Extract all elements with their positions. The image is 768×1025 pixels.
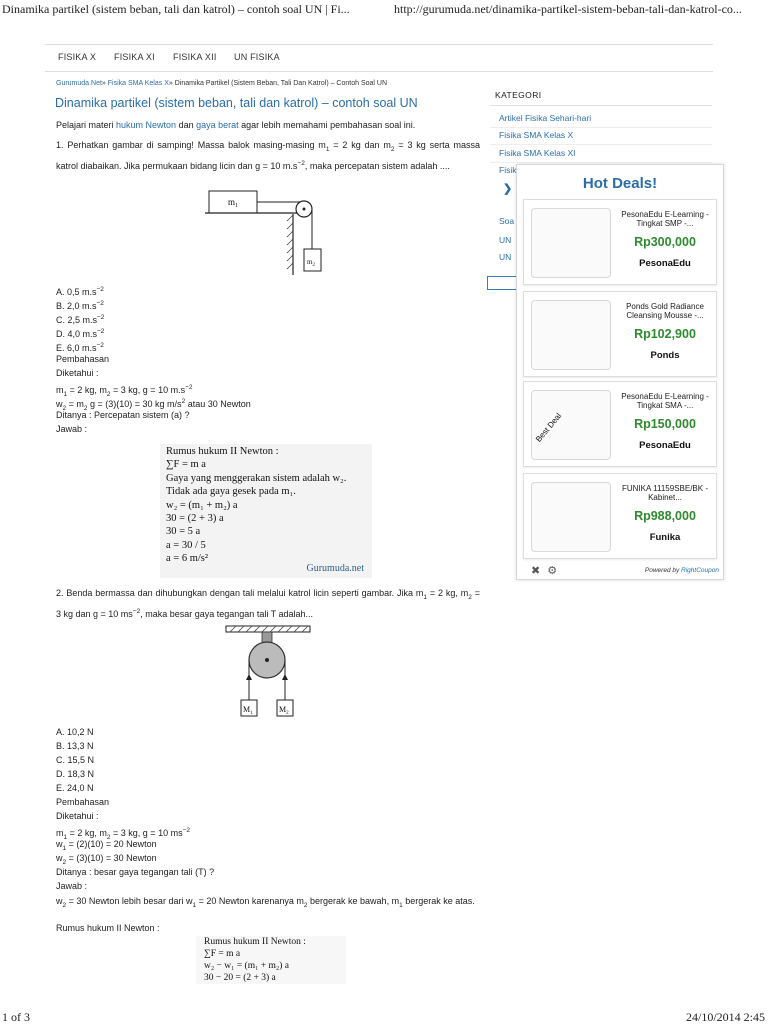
figure-label-m1: $m_1$: [228, 197, 239, 209]
formula-line: Rumus hukum II Newton :: [204, 937, 306, 947]
formula-image-1: [160, 444, 372, 578]
powered-by-text: Powered by: [644, 567, 682, 574]
intro-text: [56, 120, 415, 131]
superscript: −2: [132, 607, 141, 615]
intro-text-c: agar lebih memahami pembahasan soal ini.: [238, 120, 416, 130]
deal-item[interactable]: [523, 381, 717, 467]
powered-by-brand[interactable]: RightCoupon: [681, 567, 719, 574]
q2-pembahasan: Pembahasan: [56, 797, 110, 807]
deal-item[interactable]: [523, 199, 717, 285]
deal-price: Rp988,000: [634, 509, 696, 523]
category-partial[interactable]: Fisik: [499, 165, 517, 175]
formula-credit: Gurumuda.net: [306, 563, 364, 574]
pulley-axle: [303, 208, 306, 211]
product-image[interactable]: [531, 390, 611, 460]
q1-option-b: B. 2,0 $m.s^{-2}$: [56, 300, 104, 311]
deal-price: Rp300,000: [634, 235, 696, 249]
breadcrumb-separator: »: [101, 80, 106, 87]
q2-known-w2: $w_2 = (3)(10) = 30$ Newton: [56, 853, 157, 866]
deal-name[interactable]: Ponds Gold Radiance Cleansing Mousse -...: [626, 302, 704, 320]
q1-text: = 2 kg dan m: [329, 140, 391, 150]
deal-item[interactable]: [523, 291, 717, 377]
deal-price: Rp102,900: [634, 327, 696, 341]
q1-option-d: D. 4,0 $m.s^{-2}$: [56, 328, 105, 339]
deal-store: Ponds: [650, 350, 680, 361]
deal-name[interactable]: PesonaEdu E-Learning - Tingkat SMA -...: [621, 392, 709, 410]
q1-ditanya: Ditanya : Percepatan sistem (a) ?: [56, 410, 190, 420]
category-partial[interactable]: UN: [499, 252, 512, 262]
q1-pembahasan: Pembahasan: [56, 354, 110, 364]
q2-option-c: C. 15,5 N: [56, 755, 95, 765]
superscript: −2: [297, 159, 305, 167]
deal-store: PesonaEdu: [639, 440, 691, 451]
best-deal-ribbon: Best Deal: [534, 411, 564, 444]
formula-line: ∑F = m a: [204, 949, 241, 959]
breadcrumb-category[interactable]: Fisika SMA Kelas X: [107, 80, 169, 87]
deal-store: PesonaEdu: [639, 258, 691, 269]
nav-un-fisika[interactable]: UN FISIKA: [234, 52, 280, 62]
question-1-text: [56, 138, 480, 173]
category-partial[interactable]: UN: [499, 235, 512, 245]
deal-name[interactable]: PesonaEdu E-Learning - Tingkat SMP -...: [621, 210, 709, 228]
print-footer-page: 1 of 3: [2, 1010, 30, 1024]
q1-option-c: C. 2,5 $m.s^{-2}$: [56, 314, 105, 325]
breadcrumb-separator: »: [168, 80, 173, 87]
nav-fisika-xi[interactable]: FISIKA XI: [114, 52, 155, 62]
formula-line: ∑F = m a: [166, 459, 206, 471]
divider: [490, 127, 712, 128]
table-hatching: [287, 215, 293, 269]
formula-line: 30 = (2 + 3) a: [166, 513, 224, 525]
formula-line: Rumus hukum II Newton :: [166, 446, 279, 457]
chevron-right-icon[interactable]: ❯: [503, 183, 513, 195]
product-image[interactable]: [531, 300, 611, 370]
divider: [490, 105, 712, 106]
subscript: 1: [423, 593, 428, 601]
category-partial[interactable]: Soa: [499, 216, 515, 226]
formula-line: 30 − 20 = (2 + 3) a: [204, 973, 276, 983]
deals-tools[interactable]: ✖ ⚙: [531, 565, 560, 577]
q1-text: 1. Perhatkan gambar di samping! Massa balok masing-masing m: [56, 140, 326, 150]
subscript: 2: [468, 593, 472, 601]
breadcrumb-current: Dinamika Partikel (Sistem Beban, Tali Dan Katrol) – Contoh Soal UN: [174, 80, 388, 87]
link-gaya-berat[interactable]: gaya berat: [196, 120, 239, 130]
breadcrumb-home[interactable]: Gurumuda.Net: [56, 80, 102, 87]
divider: [490, 162, 712, 163]
formula-line: a = 6 m/s²: [166, 553, 209, 565]
breadcrumb: [56, 80, 387, 87]
figure-label-M1: $M_1$: [243, 705, 253, 716]
subscript: 1: [325, 145, 330, 153]
q2-rumus: Rumus hukum II Newton :: [56, 923, 160, 933]
category-fisika-sma-x[interactable]: Fisika SMA Kelas X: [499, 130, 574, 140]
print-header-title: Dinamika partikel (sistem beban, tali dan katrol) – contoh soal UN | Fi...: [2, 2, 350, 16]
deal-store: Funika: [649, 532, 681, 543]
q1-text: , maka percepatan sistem adalah ....: [304, 160, 450, 171]
formula-line: Gaya yang menggerakan sistem adalah w₂.: [166, 472, 347, 484]
deal-price: Rp150,000: [634, 417, 696, 431]
deal-item[interactable]: [523, 473, 717, 559]
search-box-partial[interactable]: [487, 276, 517, 290]
q1-text: = 3 kg serta massa katrol diabaikan. Jika permukaan bidang licin dan g = 10 m.s: [56, 140, 480, 171]
q2-jawab: Jawab :: [56, 881, 88, 891]
q1-option-a: A. 0,5 $m.s^{-2}$: [56, 286, 104, 297]
tension-arrow-left: [246, 674, 252, 680]
q2-text: = 2 kg, m: [427, 588, 469, 598]
print-header-url: http://gurumuda.net/dinamika-partikel-sistem-beban-tali-dan-katrol-co...: [394, 2, 742, 16]
q2-ditanya: Ditanya : besar gaya tegangan tali (T) ?: [56, 867, 215, 877]
q2-text: = 3 kg dan g = 10 ms: [56, 588, 480, 619]
formula-image-2: [196, 936, 346, 984]
divider: [490, 144, 712, 145]
link-hukum-newton[interactable]: hukum Newton: [116, 120, 177, 130]
nav-fisika-x[interactable]: FISIKA X: [58, 52, 97, 62]
q2-text: 2. Benda bermassa dan dihubungkan dengan tali melalui katrol licin seperti gambar. Jika m: [56, 588, 424, 598]
hanging-pulley-figure: [224, 622, 314, 718]
question-2-text: [56, 586, 480, 621]
category-artikel-fisika[interactable]: Artikel Fisika Sehari-hari: [499, 113, 592, 123]
formula-line: Tidak ada gaya gesek pada m₁.: [166, 486, 296, 498]
main-nav: [45, 44, 713, 72]
nav-fisika-xii[interactable]: FISIKA XII: [173, 52, 217, 62]
subscript: 2: [390, 145, 395, 153]
q1-known-weight: $w_2 = m_2$ g = (3)(10) = 30 kg $m/s^2$ atau 30 Newton: [56, 398, 251, 412]
q2-diketahui: Diketahui :: [56, 811, 99, 821]
formula-line: w₂ = (m₁ + m₂) a: [166, 499, 238, 511]
q1-diketahui: Diketahui :: [56, 368, 99, 378]
q1-known-masses: $m_1 = 2$ kg, $m_2 = 3$ kg, g = 10 $m.s^{-2}$: [56, 384, 193, 398]
print-footer-date: 24/10/2014 2:45: [686, 1010, 766, 1024]
formula-line: a = 30 / 5: [166, 539, 206, 551]
product-image[interactable]: [531, 482, 611, 552]
q2-option-d: D. 18,3 N: [56, 769, 95, 779]
product-image[interactable]: [531, 208, 611, 278]
figure-label-m2: $m_2$: [307, 258, 315, 268]
pulley-table-figure: [205, 185, 335, 275]
deal-name[interactable]: FUNIKA 11159SBE/BK - Kabinet...: [622, 484, 708, 502]
q1-option-e: E. 6,0 $m.s^{-2}$: [56, 342, 104, 353]
q2-text: , maka besar gaya tegangan tali T adalah...: [140, 608, 314, 619]
q2-option-e: E. 24,0 N: [56, 783, 94, 793]
figure-label-M2: $M_2$: [279, 705, 289, 716]
q1-jawab: Jawab :: [56, 424, 88, 434]
q2-known-w1: $w_1 = (2)(10) = 20$ Newton: [56, 839, 157, 852]
intro-text-a: Pelajari materi: [56, 120, 117, 130]
page-title: Dinamika partikel (sistem beban, tali dan katrol) – contoh soal UN: [55, 96, 418, 110]
q2-option-a: A. 10,2 N: [56, 727, 94, 737]
sidebar-kategori-title: KATEGORI: [495, 90, 542, 100]
intro-text-b: dan: [176, 120, 197, 130]
formula-line: w₂ − w₁ = (m₁ + m₂) a: [204, 961, 289, 971]
q2-option-b: B. 13,3 N: [56, 741, 94, 751]
tension-arrow-right: [282, 674, 288, 680]
hot-deals-title: Hot Deals!: [582, 175, 658, 192]
q2-explanation: $w_2 = 30$ Newton lebih besar dari $w_1 = 20$ Newton karenanya $m_2$ bergerak ke bawah, $m_1$ bergerak ke atas.: [56, 896, 475, 909]
category-fisika-sma-xi[interactable]: Fisika SMA Kelas XI: [499, 148, 576, 158]
pulley-axle: [265, 658, 269, 662]
q2-known-masses: $m_1 = 2$ kg, $m_2 = 3$ kg, g = 10 $ms^{-2}$: [56, 827, 190, 841]
powered-by: [645, 567, 719, 574]
formula-line: 30 = 5 a: [166, 526, 201, 538]
